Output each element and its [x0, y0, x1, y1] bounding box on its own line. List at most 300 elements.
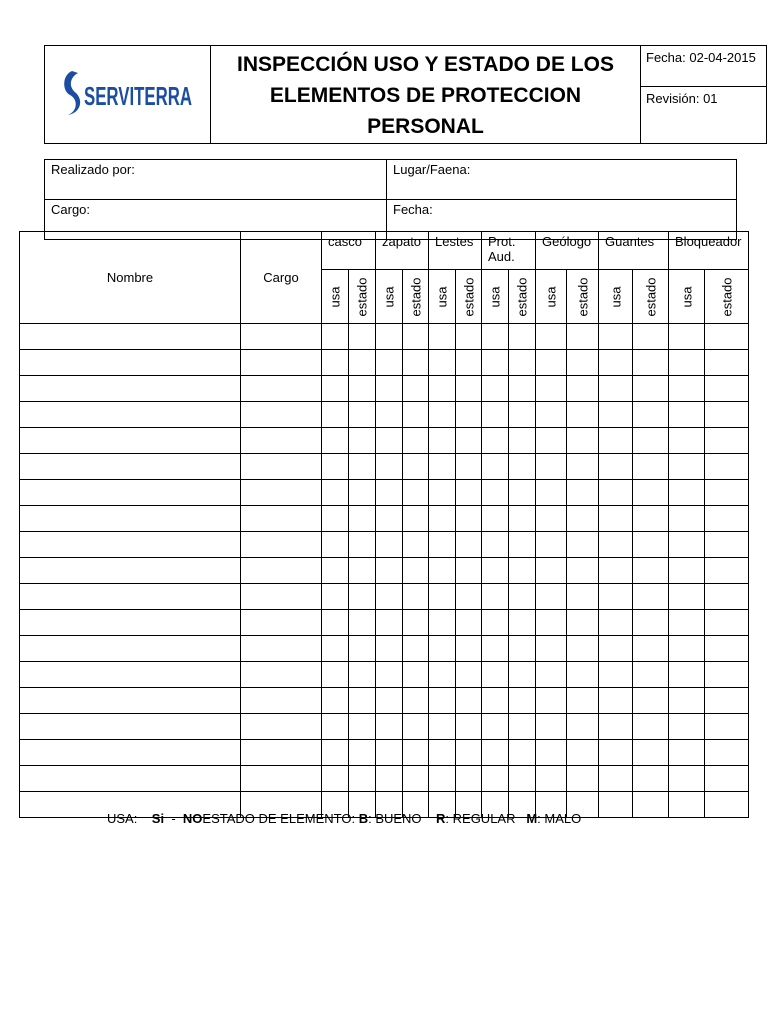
nombre-cell[interactable] — [20, 558, 241, 584]
check-cell[interactable] — [705, 350, 749, 376]
check-cell[interactable] — [376, 636, 403, 662]
cargo-cell[interactable] — [241, 350, 322, 376]
check-cell[interactable] — [509, 740, 536, 766]
check-cell[interactable] — [376, 584, 403, 610]
check-cell[interactable] — [705, 376, 749, 402]
sub-header-usa: usa — [599, 270, 633, 324]
check-cell[interactable] — [633, 584, 669, 610]
check-cell[interactable] — [376, 402, 403, 428]
check-cell[interactable] — [456, 662, 482, 688]
check-cell[interactable] — [536, 714, 567, 740]
check-cell[interactable] — [669, 662, 705, 688]
check-cell[interactable] — [633, 428, 669, 454]
check-cell[interactable] — [509, 428, 536, 454]
check-cell[interactable] — [536, 532, 567, 558]
check-cell[interactable] — [429, 714, 456, 740]
check-cell[interactable] — [536, 480, 567, 506]
check-cell[interactable] — [599, 376, 633, 402]
check-cell[interactable] — [349, 454, 376, 480]
check-cell[interactable] — [705, 428, 749, 454]
check-cell[interactable] — [536, 454, 567, 480]
check-cell[interactable] — [482, 454, 509, 480]
check-cell[interactable] — [429, 428, 456, 454]
check-cell[interactable] — [429, 454, 456, 480]
check-cell[interactable] — [376, 454, 403, 480]
check-cell[interactable] — [376, 324, 403, 350]
check-cell[interactable] — [482, 402, 509, 428]
check-cell[interactable] — [599, 766, 633, 792]
cargo-cell[interactable] — [241, 454, 322, 480]
cargo-cell[interactable] — [241, 532, 322, 558]
check-cell[interactable] — [633, 662, 669, 688]
check-cell[interactable] — [403, 506, 429, 532]
check-cell[interactable] — [509, 636, 536, 662]
check-cell[interactable] — [705, 402, 749, 428]
check-cell[interactable] — [669, 792, 705, 818]
cargo-cell[interactable] — [241, 610, 322, 636]
check-cell[interactable] — [349, 376, 376, 402]
check-cell[interactable] — [705, 324, 749, 350]
check-cell[interactable] — [349, 506, 376, 532]
check-cell[interactable] — [376, 532, 403, 558]
check-cell[interactable] — [376, 714, 403, 740]
check-cell[interactable] — [456, 610, 482, 636]
check-cell[interactable] — [376, 610, 403, 636]
check-cell[interactable] — [349, 532, 376, 558]
check-cell[interactable] — [349, 636, 376, 662]
check-cell[interactable] — [669, 350, 705, 376]
check-cell[interactable] — [403, 766, 429, 792]
check-cell[interactable] — [509, 376, 536, 402]
nombre-cell[interactable] — [20, 480, 241, 506]
check-cell[interactable] — [536, 766, 567, 792]
check-cell[interactable] — [567, 402, 599, 428]
check-cell[interactable] — [349, 714, 376, 740]
check-cell[interactable] — [376, 558, 403, 584]
check-cell[interactable] — [322, 610, 349, 636]
check-cell[interactable] — [429, 584, 456, 610]
cargo-cell[interactable] — [241, 688, 322, 714]
check-cell[interactable] — [567, 454, 599, 480]
nombre-cell[interactable] — [20, 610, 241, 636]
check-cell[interactable] — [429, 636, 456, 662]
check-cell[interactable] — [669, 636, 705, 662]
check-cell[interactable] — [536, 402, 567, 428]
check-cell[interactable] — [403, 428, 429, 454]
check-cell[interactable] — [429, 688, 456, 714]
check-cell[interactable] — [599, 506, 633, 532]
check-cell[interactable] — [567, 636, 599, 662]
check-cell[interactable] — [429, 662, 456, 688]
check-cell[interactable] — [669, 454, 705, 480]
check-cell[interactable] — [403, 662, 429, 688]
check-cell[interactable] — [376, 428, 403, 454]
check-cell[interactable] — [567, 376, 599, 402]
check-cell[interactable] — [403, 610, 429, 636]
check-cell[interactable] — [322, 480, 349, 506]
check-cell[interactable] — [536, 688, 567, 714]
check-cell[interactable] — [456, 584, 482, 610]
check-cell[interactable] — [403, 636, 429, 662]
check-cell[interactable] — [322, 584, 349, 610]
check-cell[interactable] — [599, 714, 633, 740]
check-cell[interactable] — [509, 480, 536, 506]
check-cell[interactable] — [633, 740, 669, 766]
check-cell[interactable] — [509, 506, 536, 532]
table-row — [20, 740, 749, 766]
check-cell[interactable] — [567, 324, 599, 350]
check-cell[interactable] — [403, 402, 429, 428]
nombre-cell[interactable] — [20, 402, 241, 428]
check-cell[interactable] — [669, 428, 705, 454]
check-cell[interactable] — [509, 402, 536, 428]
check-cell[interactable] — [349, 558, 376, 584]
check-cell[interactable] — [705, 688, 749, 714]
check-cell[interactable] — [456, 376, 482, 402]
check-cell[interactable] — [509, 610, 536, 636]
check-cell[interactable] — [376, 740, 403, 766]
check-cell[interactable] — [669, 324, 705, 350]
check-cell[interactable] — [403, 558, 429, 584]
check-cell[interactable] — [536, 662, 567, 688]
check-cell[interactable] — [456, 558, 482, 584]
check-cell[interactable] — [482, 350, 509, 376]
cargo-cell[interactable] — [241, 428, 322, 454]
check-cell[interactable] — [567, 766, 599, 792]
check-cell[interactable] — [482, 506, 509, 532]
check-cell[interactable] — [536, 376, 567, 402]
check-cell[interactable] — [322, 766, 349, 792]
check-cell[interactable] — [633, 610, 669, 636]
nombre-cell[interactable] — [20, 766, 241, 792]
check-cell[interactable] — [322, 532, 349, 558]
lugar-faena-field[interactable] — [387, 160, 737, 200]
check-cell[interactable] — [376, 688, 403, 714]
check-cell[interactable] — [567, 558, 599, 584]
check-cell[interactable] — [599, 792, 633, 818]
check-cell[interactable] — [536, 584, 567, 610]
check-cell[interactable] — [633, 766, 669, 792]
check-cell[interactable] — [349, 662, 376, 688]
check-cell[interactable] — [376, 480, 403, 506]
check-cell[interactable] — [509, 350, 536, 376]
cargo-cell[interactable] — [241, 480, 322, 506]
cargo-cell[interactable] — [241, 740, 322, 766]
check-cell[interactable] — [322, 350, 349, 376]
check-cell[interactable] — [633, 324, 669, 350]
check-cell[interactable] — [567, 584, 599, 610]
check-cell[interactable] — [429, 376, 456, 402]
check-cell[interactable] — [456, 350, 482, 376]
nombre-cell[interactable] — [20, 714, 241, 740]
check-cell[interactable] — [599, 454, 633, 480]
check-cell[interactable] — [705, 532, 749, 558]
check-cell[interactable] — [349, 688, 376, 714]
check-cell[interactable] — [633, 506, 669, 532]
check-cell[interactable] — [633, 402, 669, 428]
table-row — [20, 480, 749, 506]
check-cell[interactable] — [429, 740, 456, 766]
check-cell[interactable] — [669, 402, 705, 428]
check-cell[interactable] — [403, 376, 429, 402]
check-cell[interactable] — [567, 350, 599, 376]
check-cell[interactable] — [599, 324, 633, 350]
check-cell[interactable] — [633, 350, 669, 376]
cargo-cell[interactable] — [241, 506, 322, 532]
check-cell[interactable] — [403, 480, 429, 506]
check-cell[interactable] — [456, 402, 482, 428]
check-cell[interactable] — [536, 610, 567, 636]
check-cell[interactable] — [599, 662, 633, 688]
check-cell[interactable] — [669, 376, 705, 402]
nombre-cell[interactable] — [20, 688, 241, 714]
check-cell[interactable] — [456, 480, 482, 506]
check-cell[interactable] — [349, 740, 376, 766]
check-cell[interactable] — [705, 792, 749, 818]
check-cell[interactable] — [705, 558, 749, 584]
check-cell[interactable] — [482, 740, 509, 766]
check-cell[interactable] — [376, 662, 403, 688]
check-cell[interactable] — [322, 636, 349, 662]
check-cell[interactable] — [669, 584, 705, 610]
check-cell[interactable] — [482, 558, 509, 584]
check-cell[interactable] — [403, 454, 429, 480]
check-cell[interactable] — [456, 636, 482, 662]
check-cell[interactable] — [705, 662, 749, 688]
check-cell[interactable] — [456, 766, 482, 792]
check-cell[interactable] — [482, 480, 509, 506]
check-cell[interactable] — [482, 324, 509, 350]
check-cell[interactable] — [536, 636, 567, 662]
check-cell[interactable] — [349, 610, 376, 636]
check-cell[interactable] — [705, 766, 749, 792]
check-cell[interactable] — [456, 714, 482, 740]
check-cell[interactable] — [633, 636, 669, 662]
check-cell[interactable] — [705, 610, 749, 636]
nombre-cell[interactable] — [20, 740, 241, 766]
check-cell[interactable] — [669, 766, 705, 792]
check-cell[interactable] — [705, 740, 749, 766]
check-cell[interactable] — [509, 324, 536, 350]
check-cell[interactable] — [705, 584, 749, 610]
check-cell[interactable] — [482, 766, 509, 792]
table-body — [20, 324, 749, 818]
cargo-cell[interactable] — [241, 662, 322, 688]
check-cell[interactable] — [633, 454, 669, 480]
check-cell[interactable] — [482, 532, 509, 558]
check-cell[interactable] — [482, 688, 509, 714]
check-cell[interactable] — [536, 350, 567, 376]
check-cell[interactable] — [482, 636, 509, 662]
check-cell[interactable] — [567, 532, 599, 558]
check-cell[interactable] — [669, 740, 705, 766]
check-cell[interactable] — [509, 584, 536, 610]
check-cell[interactable] — [536, 558, 567, 584]
check-cell[interactable] — [509, 688, 536, 714]
check-cell[interactable] — [403, 584, 429, 610]
check-cell[interactable] — [349, 766, 376, 792]
check-cell[interactable] — [403, 740, 429, 766]
check-cell[interactable] — [376, 506, 403, 532]
check-cell[interactable] — [456, 740, 482, 766]
check-cell[interactable] — [633, 688, 669, 714]
check-cell[interactable] — [482, 610, 509, 636]
check-cell[interactable] — [669, 480, 705, 506]
check-cell[interactable] — [322, 740, 349, 766]
check-cell[interactable] — [349, 428, 376, 454]
check-cell[interactable] — [403, 350, 429, 376]
check-cell[interactable] — [599, 480, 633, 506]
check-cell[interactable] — [599, 428, 633, 454]
check-cell[interactable] — [403, 532, 429, 558]
check-cell[interactable] — [509, 532, 536, 558]
check-cell[interactable] — [567, 714, 599, 740]
check-cell[interactable] — [349, 480, 376, 506]
check-cell[interactable] — [669, 506, 705, 532]
check-cell[interactable] — [482, 584, 509, 610]
check-cell[interactable] — [376, 376, 403, 402]
check-cell[interactable] — [322, 714, 349, 740]
sub-header-estado: estado — [567, 270, 599, 324]
check-cell[interactable] — [536, 740, 567, 766]
check-cell[interactable] — [599, 584, 633, 610]
cargo-cell[interactable] — [241, 324, 322, 350]
check-cell[interactable] — [456, 324, 482, 350]
realizado-por-field[interactable] — [45, 160, 387, 200]
check-cell[interactable] — [567, 506, 599, 532]
check-cell[interactable] — [429, 350, 456, 376]
check-cell[interactable] — [633, 532, 669, 558]
check-cell[interactable] — [509, 766, 536, 792]
cargo-cell[interactable] — [241, 636, 322, 662]
check-cell[interactable] — [567, 480, 599, 506]
check-cell[interactable] — [403, 324, 429, 350]
check-cell[interactable] — [536, 428, 567, 454]
check-cell[interactable] — [669, 714, 705, 740]
table-row — [20, 428, 749, 454]
check-cell[interactable] — [429, 532, 456, 558]
check-cell[interactable] — [322, 428, 349, 454]
check-cell[interactable] — [349, 350, 376, 376]
nombre-cell[interactable] — [20, 324, 241, 350]
nombre-cell[interactable] — [20, 428, 241, 454]
check-cell[interactable] — [669, 688, 705, 714]
check-cell[interactable] — [705, 636, 749, 662]
cargo-cell[interactable] — [241, 584, 322, 610]
check-cell[interactable] — [536, 506, 567, 532]
cargo-cell[interactable] — [241, 402, 322, 428]
check-cell[interactable] — [482, 714, 509, 740]
check-cell[interactable] — [567, 688, 599, 714]
check-cell[interactable] — [403, 714, 429, 740]
check-cell[interactable] — [509, 454, 536, 480]
check-cell[interactable] — [349, 584, 376, 610]
check-cell[interactable] — [633, 480, 669, 506]
check-cell[interactable] — [567, 740, 599, 766]
check-cell[interactable] — [599, 688, 633, 714]
check-cell[interactable] — [633, 714, 669, 740]
check-cell[interactable] — [567, 428, 599, 454]
cargo-cell[interactable] — [241, 376, 322, 402]
check-cell[interactable] — [322, 376, 349, 402]
nombre-cell[interactable] — [20, 636, 241, 662]
check-cell[interactable] — [456, 454, 482, 480]
check-cell[interactable] — [322, 454, 349, 480]
check-cell[interactable] — [403, 688, 429, 714]
check-cell[interactable] — [705, 454, 749, 480]
check-cell[interactable] — [349, 402, 376, 428]
cargo-cell[interactable] — [241, 558, 322, 584]
check-cell[interactable] — [456, 506, 482, 532]
nombre-cell[interactable] — [20, 350, 241, 376]
nombre-cell[interactable] — [20, 376, 241, 402]
check-cell[interactable] — [599, 636, 633, 662]
check-cell[interactable] — [509, 558, 536, 584]
check-cell[interactable] — [482, 428, 509, 454]
check-cell[interactable] — [429, 402, 456, 428]
check-cell[interactable] — [429, 558, 456, 584]
check-cell[interactable] — [376, 350, 403, 376]
check-cell[interactable] — [456, 532, 482, 558]
nombre-cell[interactable] — [20, 662, 241, 688]
cargo-cell[interactable] — [241, 714, 322, 740]
check-cell[interactable] — [322, 324, 349, 350]
check-cell[interactable] — [509, 714, 536, 740]
check-cell[interactable] — [429, 480, 456, 506]
check-cell[interactable] — [349, 324, 376, 350]
check-cell[interactable] — [599, 558, 633, 584]
check-cell[interactable] — [633, 792, 669, 818]
check-cell[interactable] — [705, 714, 749, 740]
check-cell[interactable] — [429, 324, 456, 350]
check-cell[interactable] — [322, 688, 349, 714]
check-cell[interactable] — [669, 532, 705, 558]
nombre-cell[interactable] — [20, 506, 241, 532]
nombre-cell[interactable] — [20, 454, 241, 480]
check-cell[interactable] — [482, 662, 509, 688]
cargo-cell[interactable] — [241, 766, 322, 792]
check-cell[interactable] — [669, 610, 705, 636]
check-cell[interactable] — [599, 402, 633, 428]
check-cell[interactable] — [599, 740, 633, 766]
check-cell[interactable] — [669, 558, 705, 584]
check-cell[interactable] — [599, 610, 633, 636]
check-cell[interactable] — [599, 532, 633, 558]
check-cell[interactable] — [536, 324, 567, 350]
check-cell[interactable] — [705, 480, 749, 506]
check-cell[interactable] — [705, 506, 749, 532]
check-cell[interactable] — [456, 688, 482, 714]
check-cell[interactable] — [322, 402, 349, 428]
check-cell[interactable] — [376, 766, 403, 792]
check-cell[interactable] — [429, 610, 456, 636]
check-cell[interactable] — [567, 662, 599, 688]
check-cell[interactable] — [599, 350, 633, 376]
check-cell[interactable] — [567, 610, 599, 636]
nombre-cell[interactable] — [20, 584, 241, 610]
check-cell[interactable] — [322, 558, 349, 584]
check-cell[interactable] — [482, 376, 509, 402]
check-cell[interactable] — [633, 558, 669, 584]
check-cell[interactable] — [429, 766, 456, 792]
check-cell[interactable] — [456, 428, 482, 454]
check-cell[interactable] — [509, 662, 536, 688]
check-cell[interactable] — [633, 376, 669, 402]
check-cell[interactable] — [322, 506, 349, 532]
check-cell[interactable] — [429, 506, 456, 532]
check-cell[interactable] — [322, 662, 349, 688]
nombre-cell[interactable] — [20, 532, 241, 558]
